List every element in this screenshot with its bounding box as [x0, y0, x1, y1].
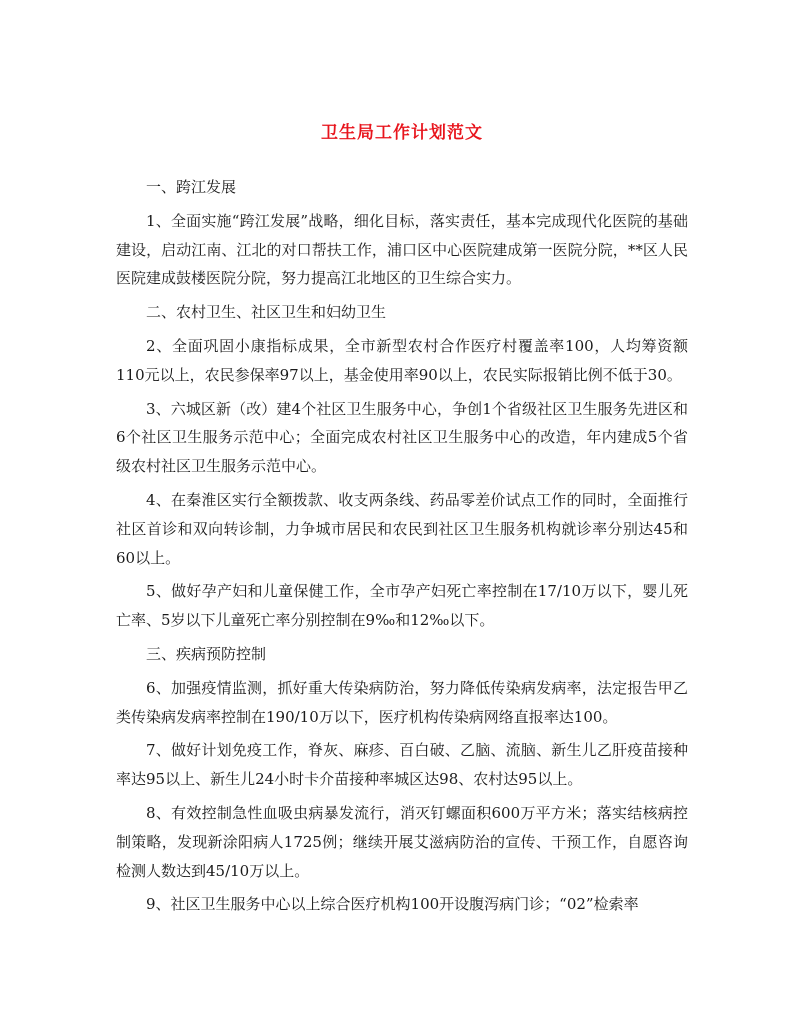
- document-body: [116, 173, 688, 924]
- paragraph-8: 8、有效控制急性血吸虫病暴发流行，消灭钉螺面积600万平方米；落实结核病控制策略，发现新涂阳病人1725例；继续开展艾滋病防治的宣传、干预工作，自愿咨询检测人数达到45/10万以上。: [116, 803, 688, 880]
- section-heading-3: 三、疾病预防控制: [146, 644, 267, 663]
- paragraph-2: 2、全面巩固小康指标成果，全市新型农村合作医疗村覆盖率100，人均筹资额110元以上，农民参保率97以上，基金使用率90以上，农民实际报销比例不低于30。: [116, 336, 688, 384]
- document-title: 卫生局工作计划范文: [321, 123, 483, 143]
- section-heading-2: 二、农村卫生、社区卫生和妇幼卫生: [146, 303, 387, 322]
- section-heading-1: 一、跨江发展: [146, 178, 237, 196]
- paragraph-6: 6、加强疫情监测，抓好重大传染病防治，努力降低传染病发病率，法定报告甲乙类传染病发病率控制在190/10万以下，医疗机构传染病网络直报率达100。: [116, 678, 688, 726]
- paragraph-9: 9、社区卫生服务中心以上综合医疗机构100开设腹泻病门诊；“02”检索率: [146, 895, 639, 914]
- paragraph-5: 5、做好孕产妇和儿童保健工作，全市孕产妇死亡率控制在17/10万以下，婴儿死亡率、5岁以下儿童死亡率分别控制在9‰和12‰以下。: [116, 582, 688, 630]
- paragraph-4: 4、在秦淮区实行全额拨款、收支两条线、药品零差价试点工作的同时，全面推行社区首诊和双向转诊制，力争城市居民和农民到社区卫生服务机构就诊率分别达45和60以上。: [116, 490, 688, 567]
- paragraph-7: 7、做好计划免疫工作，脊灰、麻疹、百白破、乙脑、流脑、新生儿乙肝疫苗接种率达95以上、新生儿24小时卡介苗接种率城区达98、农村达95以上。: [116, 741, 688, 789]
- paragraph-3: 3、六城区新（改）建4个社区卫生服务中心，争创1个省级社区卫生服务先进区和6个社区卫生服务示范中心；全面完成农村社区卫生服务中心的改造，年内建成5个省级农村社区卫生服务示范中心。: [116, 399, 688, 476]
- paragraph-1: 1、全面实施“跨江发展”战略，细化目标，落实责任，基本完成现代化医院的基础建设，启动江南、江北的对口帮扶工作，浦口区中心医院建成第一医院分院，**区人民医院建成鼓楼医院分院，努力提高江北地区的卫生综合实力。: [116, 211, 688, 288]
